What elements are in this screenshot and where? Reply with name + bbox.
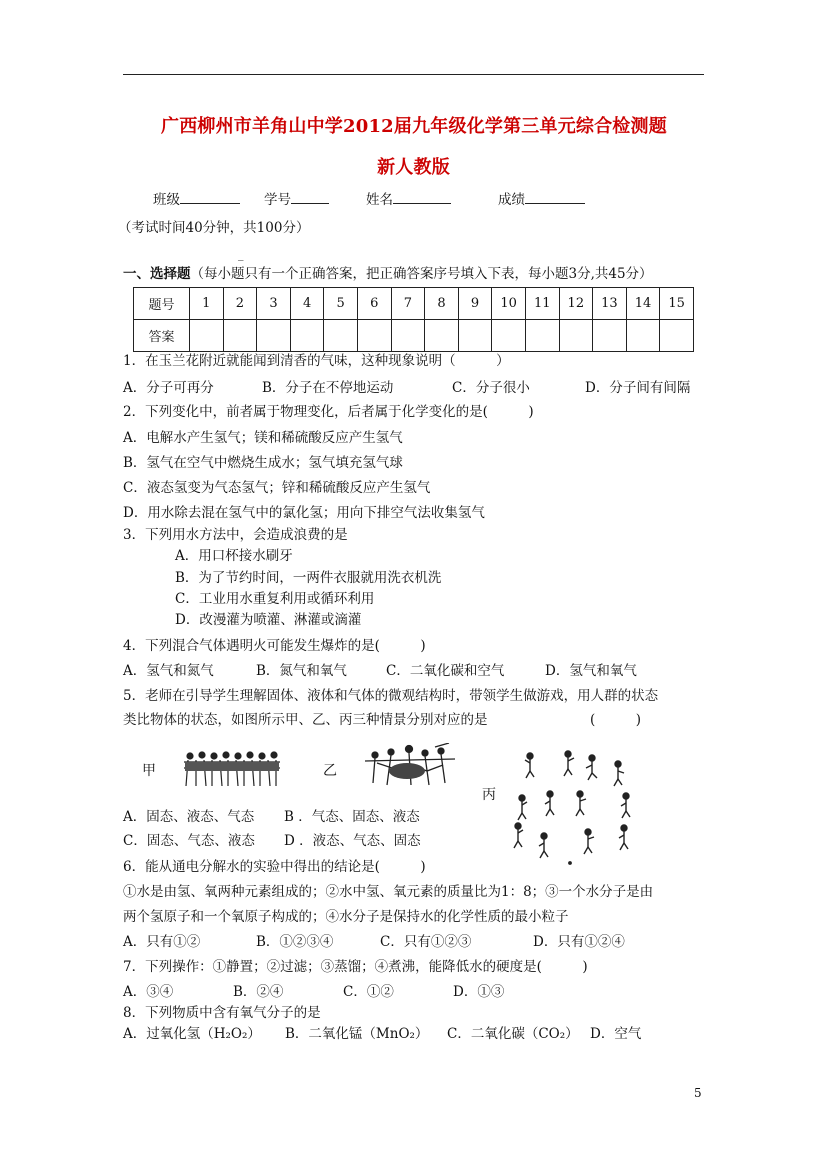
q5-option-b: B ．气态、固态、液态 [284, 809, 420, 825]
answer-cell[interactable] [525, 320, 559, 352]
section-title: 一、选择题 [123, 266, 191, 282]
liquid-state-figure [365, 743, 455, 789]
answer-cell[interactable] [257, 320, 291, 352]
q4-option-c: C．二氧化碳和空气 [386, 663, 505, 679]
figure-label-yi: 乙 [323, 763, 337, 779]
answer-cell[interactable] [223, 320, 257, 352]
q8-stem: 8．下列物质中含有氧气分子的是 [123, 1005, 321, 1021]
q5-option-c: C．固态、气态、液态 [123, 833, 255, 849]
q7-stem: 7．下列操作：①静置；②过滤；③蒸馏；④煮沸，能降低水的硬度是( ) [123, 959, 588, 975]
answer-cell[interactable] [626, 320, 660, 352]
answer-cell[interactable] [492, 320, 526, 352]
q5-option-a: A．固态、液态、气态 [123, 809, 255, 825]
solid-state-figure [182, 750, 282, 790]
q5-stem-line2: 类比物体的状态，如图所示甲、乙、丙三种情景分别对应的是 [123, 712, 488, 728]
q8-option-c: C．二氧化碳（CO₂） [447, 1026, 579, 1042]
number-blank[interactable] [291, 189, 329, 204]
answer-cell[interactable] [290, 320, 324, 352]
figure-label-bing: 丙 [482, 787, 496, 803]
q2-option-c: C．液态氢变为气态氢气；锌和稀硫酸反应产生氢气 [123, 480, 431, 496]
q8-option-a: A．过氧化氢（H₂O₂） [123, 1026, 261, 1042]
name-field [366, 188, 451, 208]
question-number-cell: 15 [660, 288, 694, 320]
question-number-cell: 7 [391, 288, 425, 320]
question-number-cell: 6 [357, 288, 391, 320]
q3-option-d: D．改漫灌为喷灌、淋灌或滴灌 [175, 612, 362, 628]
score-blank[interactable] [525, 189, 585, 204]
score-field [498, 188, 585, 208]
section-heading [123, 265, 653, 283]
question-number-cell: 12 [559, 288, 593, 320]
q6-option-d: D．只有①②④ [533, 934, 625, 950]
q2-option-a: A．电解水产生氢气；镁和稀硫酸反应产生氢气 [123, 430, 403, 446]
class-label: 班级 [153, 192, 180, 208]
q7-option-b: B．②④ [233, 984, 284, 1000]
question-number-cell: 3 [257, 288, 291, 320]
table-header-cell: 题号 [134, 288, 190, 320]
number-label: 学号 [264, 192, 291, 208]
document-title: 广西柳州市羊角山中学2012届九年级化学第三单元综合检测题 [161, 116, 667, 137]
question-number-cell: 2 [223, 288, 257, 320]
question-number-cell: 13 [593, 288, 627, 320]
q7-option-a: A．③④ [123, 984, 174, 1000]
q7-option-c: C．①② [343, 984, 394, 1000]
header-rule [123, 74, 704, 75]
answer-cell[interactable] [324, 320, 358, 352]
section-instruction: （每小题只有一个正确答案，把正确答案序号填入下表，每小题3分,共45分） [190, 266, 653, 282]
table-row [134, 288, 694, 320]
exam-note: （考试时间40分钟，共100分） [118, 220, 310, 236]
gas-state-figure [500, 743, 650, 868]
question-number-cell: 10 [492, 288, 526, 320]
class-field [153, 188, 240, 208]
q4-option-d: D．氢气和氧气 [545, 663, 637, 679]
page-number: 5 [694, 1086, 702, 1100]
q1-option-d: D．分子间有间隔 [585, 380, 691, 396]
q4-option-a: A．氢气和氮气 [123, 663, 214, 679]
question-number-cell: 11 [525, 288, 559, 320]
name-label: 姓名 [366, 192, 393, 208]
table-row [134, 320, 694, 352]
q3-option-a: A．用口杯接水刷牙 [175, 548, 293, 564]
score-label: 成绩 [498, 192, 525, 208]
q5-option-d: D ．液态、气态、固态 [284, 833, 421, 849]
question-number-cell: 9 [458, 288, 492, 320]
stray-mark: _ [238, 248, 244, 261]
q7-option-d: D．①③ [453, 984, 505, 1000]
question-number-cell: 14 [626, 288, 660, 320]
answer-cell[interactable] [593, 320, 627, 352]
answer-cell[interactable] [458, 320, 492, 352]
q4-stem: 4．下列混合气体遇明火可能发生爆炸的是( ) [123, 638, 426, 654]
q6-option-b: B．①②③④ [256, 934, 334, 950]
question-number-cell: 1 [190, 288, 224, 320]
q3-option-b: B．为了节约时间，一两件衣服就用洗衣机洗 [175, 570, 442, 586]
answer-cell[interactable] [357, 320, 391, 352]
q1-stem: 1．在玉兰花附近就能闻到清香的气味，这种现象说明（ ） [123, 353, 510, 369]
q5-answer-paren: ( ) [590, 712, 642, 728]
answer-cell[interactable] [190, 320, 224, 352]
document-subtitle: 新人教版 [377, 157, 450, 178]
question-number-cell: 4 [290, 288, 324, 320]
number-field [264, 188, 329, 208]
answer-cell[interactable] [559, 320, 593, 352]
q6-body-line2: 两个氢原子和一个氧原子构成的；④水分子是保持水的化学性质的最小粒子 [123, 909, 569, 925]
q8-option-d: D．空气 [590, 1026, 642, 1042]
question-number-cell: 8 [425, 288, 459, 320]
answer-cell[interactable] [660, 320, 694, 352]
figure-label-jia: 甲 [142, 763, 156, 779]
q5-stem-line1: 5．老师在引导学生理解固体、液体和气体的微观结构时，带领学生做游戏，用人群的状态 [123, 688, 659, 704]
answer-table [133, 287, 694, 352]
q6-stem: 6．能从通电分解水的实验中得出的结论是( ) [123, 859, 426, 875]
q2-option-b: B．氢气在空气中燃烧生成水；氢气填充氢气球 [123, 455, 403, 471]
q8-option-b: B．二氧化锰（MnO₂） [285, 1026, 429, 1042]
answer-cell[interactable] [425, 320, 459, 352]
q6-body-line1: ①水是由氢、氧两种元素组成的；②水中氢、氧元素的质量比为1：8；③一个水分子是由 [123, 884, 654, 900]
q1-option-a: A．分子可再分 [123, 380, 214, 396]
q3-stem: 3．下列用水方法中，会造成浪费的是 [123, 527, 348, 543]
question-number-cell: 5 [324, 288, 358, 320]
answer-cell[interactable] [391, 320, 425, 352]
class-blank[interactable] [180, 189, 240, 204]
q1-option-c: C．分子很小 [452, 380, 530, 396]
name-blank[interactable] [393, 189, 451, 204]
q6-option-c: C．只有①②③ [380, 934, 472, 950]
q6-option-a: A．只有①② [123, 934, 201, 950]
q4-option-b: B．氮气和氧气 [256, 663, 347, 679]
q2-option-d: D．用水除去混在氢气中的氯化氢；用向下排空气法收集氢气 [123, 505, 485, 521]
q3-option-c: C．工业用水重复利用或循环利用 [175, 591, 375, 607]
q2-stem: 2．下列变化中，前者属于物理变化，后者属于化学变化的是( ) [123, 404, 534, 420]
table-header-cell: 答案 [134, 320, 190, 352]
q1-option-b: B．分子在不停地运动 [262, 380, 394, 396]
